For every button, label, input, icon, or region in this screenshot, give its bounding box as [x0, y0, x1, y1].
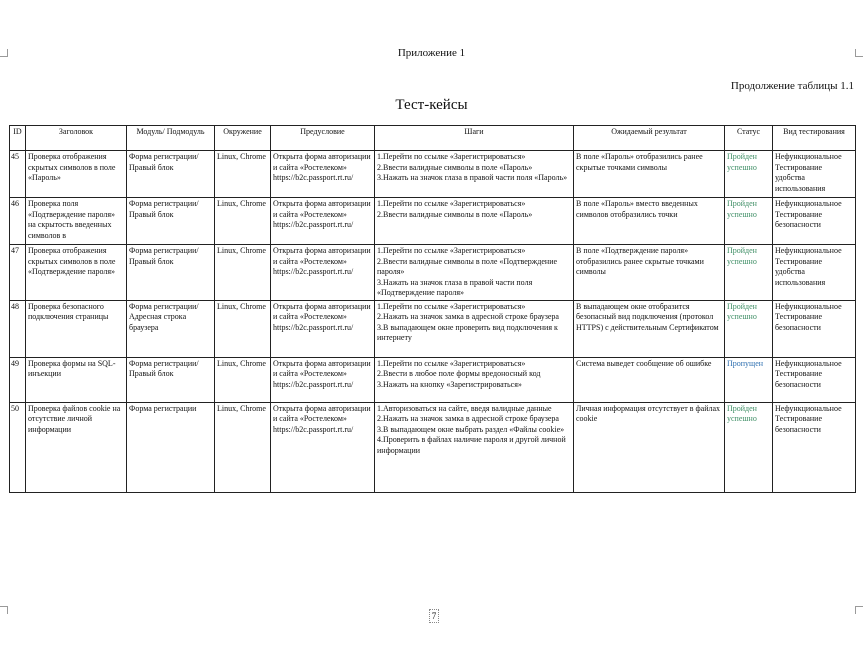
- table-row: [10, 245, 856, 301]
- case-id: 47: [10, 245, 26, 301]
- column-header-precondition: Предусловие: [271, 126, 375, 151]
- column-header-title: Заголовок: [26, 126, 127, 151]
- table-row: [10, 198, 856, 245]
- case-step: 3.Нажать на значок глаза в правой части поля «Пароль»: [377, 173, 568, 182]
- case-step: 1.Перейти по ссылке «Зарегистрироваться»: [377, 152, 526, 161]
- case-id: 46: [10, 198, 26, 245]
- table-row: [10, 151, 856, 198]
- table-row: [10, 402, 856, 492]
- column-header-module: Модуль/ Подмодуль: [127, 126, 215, 151]
- case-step: 3.В выпадающем окне выбрать раздел «Файлы cookie»: [377, 424, 565, 434]
- case-step: 2.Ввести в любое поле формы вредоносный код: [377, 369, 541, 378]
- case-module: Форма регистрации/ Правый блок: [127, 357, 215, 402]
- case-module: Форма регистрации/ Правый блок: [127, 151, 215, 198]
- case-step: 1.Авторизоваться на сайте, введя валидные данные: [377, 403, 552, 413]
- case-module: Форма регистрации/ Адресная строка браузера: [127, 300, 215, 357]
- case-precondition: Открыта форма авторизации и сайта «Ростелеком» https://b2c.passport.rt.ru/: [271, 151, 375, 198]
- case-step: 1.Перейти по ссылке «Зарегистрироваться»: [377, 199, 526, 208]
- page-number: 7: [429, 609, 439, 623]
- case-title: [26, 402, 127, 492]
- case-steps: [375, 198, 574, 245]
- case-test-type: Нефункциональное Тестирование удобства использования: [773, 151, 856, 198]
- table-row: [10, 300, 856, 357]
- case-steps: [375, 151, 574, 198]
- case-id: 48: [10, 300, 26, 357]
- case-test-type: Нефункциональное Тестирование безопасности: [773, 402, 856, 492]
- case-precondition: Открыта форма авторизации и сайта «Ростелеком» https://b2c.passport.rt.ru/: [271, 402, 375, 492]
- case-expected-result: Система выведет сообщение об ошибке: [574, 357, 725, 402]
- case-expected-result: В выпадающем окне отобразится безопасный вид подключения (протокол HTTPS) с действительным Сертификатом: [574, 300, 725, 357]
- case-step: 1.Перейти по ссылке «Зарегистрироваться»: [377, 301, 526, 311]
- case-precondition: Открыта форма авторизации и сайта «Ростелеком» https://b2c.passport.rt.ru/: [271, 300, 375, 357]
- crop-mark-bottom-left: [0, 606, 8, 614]
- case-title: [26, 300, 127, 357]
- case-environment: Linux, Chrome: [215, 402, 271, 492]
- case-title: [26, 198, 127, 245]
- table-row: [10, 357, 856, 402]
- column-header-steps: Шаги: [375, 126, 574, 151]
- column-header-id: ID: [10, 126, 26, 151]
- case-status: Пройден успешно: [725, 151, 773, 198]
- case-title-text: Проверка отображения скрытых символов в поле «Подтверждение пароля»: [28, 246, 116, 276]
- test-cases-table: [9, 125, 856, 493]
- case-step: 2.Ввести валидные символы в поле «Подтверждение пароля»: [377, 256, 558, 276]
- case-module: Форма регистрации/ Правый блок: [127, 245, 215, 301]
- case-step: 4.Проверить в файлах наличие пароля и другой личной информации: [377, 435, 566, 455]
- case-expected-result: В поле «Пароль» отобразились ранее скрытые точками символы: [574, 151, 725, 198]
- appendix-title: Приложение 1: [397, 47, 466, 59]
- case-test-type: Нефункциональное Тестирование безопасности: [773, 357, 856, 402]
- case-id: 50: [10, 402, 26, 492]
- case-module: Форма регистрации/ Правый блок: [127, 198, 215, 245]
- case-status: Пройден успешно: [725, 198, 773, 245]
- column-header-environment: Окружение: [215, 126, 271, 151]
- case-environment: Linux, Chrome: [215, 151, 271, 198]
- table-header-row: [10, 126, 856, 151]
- case-status: Пройден успешно: [725, 245, 773, 301]
- case-step: 3.В выпадающем окне проверить вид подключения к интернету: [377, 322, 558, 342]
- case-step: 2.Нажать на значок замка в адресной строке браузера: [377, 414, 559, 423]
- case-step: 3.Нажать на значок глаза в правой части поля «Подтверждение пароля»: [377, 277, 533, 297]
- case-expected-result: В поле «Пароль» вместо введенных символов отобразились точки: [574, 198, 725, 245]
- case-title-text: Проверка поля «Подтверждение пароля» на скрытость введенных символов в: [28, 199, 116, 240]
- case-title-text: Проверка файлов cookie на отсутствие личной информации: [28, 403, 121, 434]
- case-step: 2.Ввести валидные символы в поле «Пароль»: [377, 209, 533, 219]
- case-environment: Linux, Chrome: [215, 357, 271, 402]
- case-test-type: Нефункциональное Тестирование удобства использования: [773, 245, 856, 301]
- case-title: [26, 245, 127, 301]
- case-steps: [375, 300, 574, 357]
- case-precondition: Открыта форма авторизации и сайта «Ростелеком» https://b2c.passport.rt.ru/: [271, 245, 375, 301]
- case-test-type: Нефункциональное Тестирование безопасности: [773, 198, 856, 245]
- case-step: 2.Ввести валидные символы в поле «Пароль»: [377, 162, 533, 172]
- case-steps: [375, 357, 574, 402]
- case-expected-result: Личная информация отсутствует в файлах cookie: [574, 402, 725, 492]
- column-header-expected: Ожидаемый результат: [574, 126, 725, 151]
- case-status: Пройден успешно: [725, 300, 773, 357]
- crop-mark-bottom-right: [855, 606, 863, 614]
- case-environment: Linux, Chrome: [215, 198, 271, 245]
- case-steps: [375, 402, 574, 492]
- case-module: Форма регистрации: [127, 402, 215, 492]
- case-step: 1.Перейти по ссылке «Зарегистрироваться»: [377, 358, 526, 368]
- column-header-test-type: Вид тестирования: [773, 126, 856, 151]
- case-expected-result: В поле «Подтверждение пароля» отобразились ранее скрытые точками символы: [574, 245, 725, 301]
- case-status: Пропущен: [725, 357, 773, 402]
- case-step: 3.Нажать на кнопку «Зарегистрироваться»: [377, 379, 522, 389]
- case-title: [26, 151, 127, 198]
- case-environment: Linux, Chrome: [215, 300, 271, 357]
- case-status: Пройден успешно: [725, 402, 773, 492]
- table-continuation-label: Продолжение таблицы 1.1: [730, 80, 854, 92]
- case-precondition: Открыта форма авторизации и сайта «Ростелеком» https://b2c.passport.rt.ru/: [271, 198, 375, 245]
- case-environment: Linux, Chrome: [215, 245, 271, 301]
- case-title-text: Проверка отображения скрытых символов в поле «Пароль»: [28, 152, 116, 182]
- case-test-type: Нефункциональное Тестирование безопасности: [773, 300, 856, 357]
- document-title: Тест-кейсы: [395, 97, 468, 113]
- case-id: 49: [10, 357, 26, 402]
- case-step: 1.Перейти по ссылке «Зарегистрироваться»: [377, 246, 526, 255]
- case-title-text: Проверка формы на SQL-инъекции: [28, 358, 116, 378]
- case-title: [26, 357, 127, 402]
- case-steps: [375, 245, 574, 301]
- column-header-status: Статус: [725, 126, 773, 151]
- case-id: 45: [10, 151, 26, 198]
- case-title-text: Проверка безопасного подключения страницы: [28, 301, 109, 321]
- case-step: 2.Нажать на значок замка в адресной строке браузера: [377, 312, 559, 321]
- case-precondition: Открыта форма авторизации и сайта «Ростелеком» https://b2c.passport.rt.ru/: [271, 357, 375, 402]
